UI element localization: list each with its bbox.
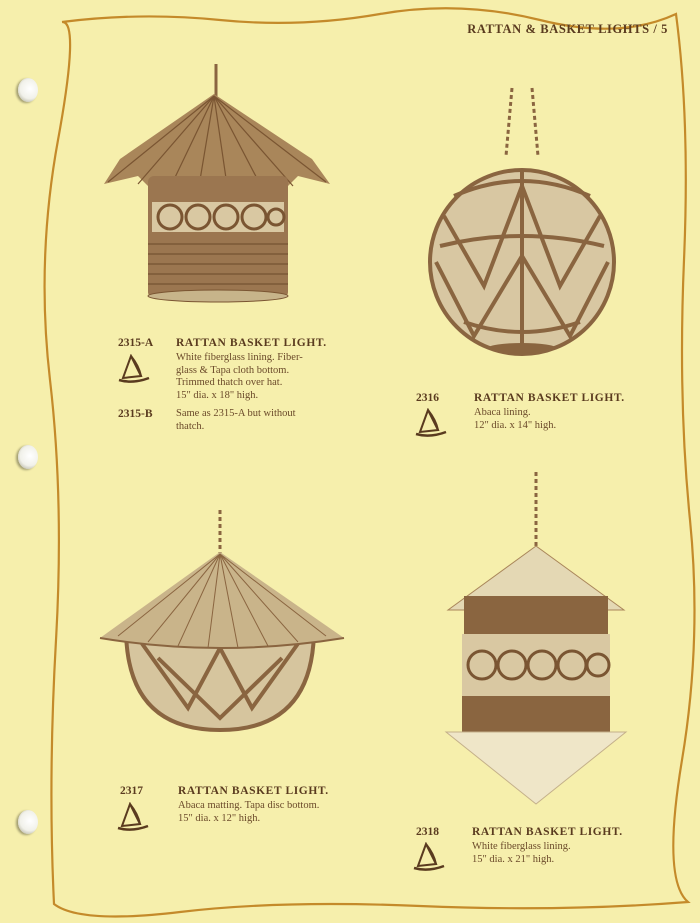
lamp-2317-illustration bbox=[98, 508, 348, 740]
description-line: Abaca lining. bbox=[474, 407, 531, 418]
sailboat-lamp-icon bbox=[412, 842, 446, 872]
description-line: Trimmed thatch over hat. bbox=[176, 377, 283, 388]
description-line: White fiberglass lining. bbox=[472, 841, 571, 852]
description-line: 12" dia. x 14" high. bbox=[474, 419, 557, 431]
product-code-2315-a: 2315-A bbox=[118, 337, 154, 349]
lamp-2318-illustration bbox=[440, 470, 636, 810]
variant-description-2315-b bbox=[176, 408, 296, 433]
section-title: RATTAN & BASKET LIGHTS / 5 bbox=[467, 22, 668, 36]
description-line: White fiberglass lining. Fiber- bbox=[176, 352, 303, 363]
description-line: Same as 2315-A but without bbox=[176, 408, 296, 419]
description-line: thatch. bbox=[176, 420, 205, 432]
sailboat-lamp-icon bbox=[117, 354, 151, 384]
sailboat-lamp-icon bbox=[116, 802, 150, 832]
product-title-2317: RATTAN BASKET LIGHT. bbox=[178, 785, 329, 797]
product-code-2315-b: 2315-B bbox=[118, 408, 153, 420]
description-line: 15" dia. x 18" high. bbox=[176, 389, 259, 401]
binder-hole-bottom bbox=[18, 810, 38, 834]
lamp-2315-illustration bbox=[98, 64, 338, 304]
description-line: 15" dia. x 21" high. bbox=[472, 853, 555, 865]
product-title-2315: RATTAN BASKET LIGHT. bbox=[176, 337, 327, 349]
description-line: 15" dia. x 12" high. bbox=[178, 812, 261, 824]
product-title-2318: RATTAN BASKET LIGHT. bbox=[472, 826, 623, 838]
description-line: Abaca matting. Tapa disc bottom. bbox=[178, 800, 320, 811]
product-description-2316 bbox=[474, 407, 556, 432]
binder-hole-middle bbox=[18, 445, 38, 469]
binder-hole-top bbox=[18, 78, 38, 102]
description-line: glass & Tapa cloth bottom. bbox=[176, 364, 290, 376]
lamp-2316-illustration bbox=[424, 86, 624, 358]
sailboat-lamp-icon bbox=[414, 408, 448, 438]
product-description-2317 bbox=[178, 800, 319, 825]
product-code-2318: 2318 bbox=[416, 826, 439, 838]
product-title-2316: RATTAN BASKET LIGHT. bbox=[474, 392, 625, 404]
product-description-2318 bbox=[472, 841, 571, 866]
product-code-2316: 2316 bbox=[416, 392, 439, 404]
product-description-2315 bbox=[176, 352, 303, 402]
product-code-2317: 2317 bbox=[120, 785, 143, 797]
